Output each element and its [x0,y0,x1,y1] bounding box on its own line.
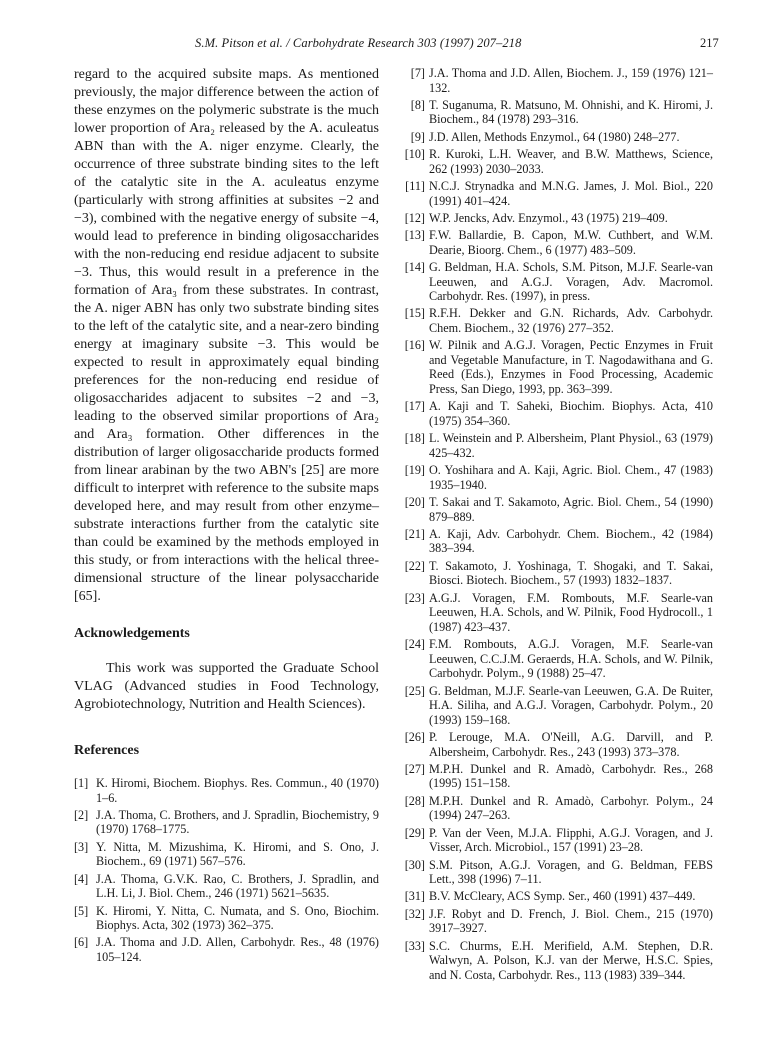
reference-item [397,495,713,524]
reference-item [397,130,713,145]
reference-number: [31] [404,889,425,904]
reference-text: K. Hiromi, Biochem. Biophys. Res. Commun., 40 (1970) 1–6. [96,776,379,805]
reference-item [397,98,713,127]
reference-number: [21] [404,526,425,541]
reference-text: Y. Nitta, M. Mizushima, K. Hiromi, and S. Ono, J. Biochem., 69 (1971) 567–576. [96,839,379,869]
reference-item [397,637,713,681]
reference-number: [12] [404,210,425,225]
reference-number: [9] [410,129,425,144]
reference-text: B.V. McCleary, ACS Symp. Ser., 460 (1991) 437–449. [429,889,696,904]
reference-number: [19] [404,463,425,478]
reference-text: J.F. Robyt and D. French, J. Biol. Chem., 215 (1970) 3917–3927. [429,906,713,936]
reference-item [397,338,713,396]
reference-item [397,260,713,304]
reference-number: [32] [404,906,425,921]
reference-item [74,904,379,933]
reference-text: T. Sakamoto, J. Yoshinaga, T. Shogaki, and T. Sakai, Biosci. Biotech. Biochem., 57 (1993) 1832–1837. [429,558,713,588]
reference-number: [14] [404,259,425,274]
reference-item [397,907,713,936]
reference-item [397,826,713,855]
reference-number: [8] [410,97,425,112]
reference-number: [6] [74,935,89,950]
reference-item [397,463,713,492]
reference-text: J.A. Thoma, G.V.K. Rao, C. Brothers, J. Spradlin, and L.H. Li, J. Biol. Chem., 246 (1971) 5621–5635. [96,871,379,901]
reference-text: R. Kuroki, L.H. Weaver, and B.W. Matthews, Science, 262 (1993) 2030–2033. [429,147,713,176]
reference-text: G. Beldman, H.A. Schols, S.M. Pitson, M.J.F. Searle-van Leeuwen, and A.G.J. Voragen, Adv. Macromol. Carbohydr. Res. (1997), in press. [429,259,713,304]
reference-number: [26] [404,730,425,744]
reference-number: [18] [404,431,425,446]
reference-item [397,559,713,588]
reference-item [397,939,713,983]
reference-text: M.P.H. Dunkel and R. Amadò, Carbohydr. Res., 268 (1995) 151–158. [429,761,713,791]
reference-number: [3] [74,839,89,854]
references-list-left [74,776,379,967]
reference-item [397,794,713,823]
reference-text: S.M. Pitson, A.G.J. Voragen, and G. Beldman, FEBS Lett., 398 (1996) 7–11. [429,857,713,887]
reference-item [397,889,713,904]
reference-text: N.C.J. Strynadka and M.N.G. James, J. Mol. Biol., 220 (1991) 401–424. [429,178,713,208]
reference-text: J.D. Allen, Methods Enzymol., 64 (1980) 248–277. [429,129,680,144]
reference-number: [15] [404,306,425,321]
reference-number: [27] [404,761,425,776]
reference-text: A. Kaji, Adv. Carbohydr. Chem. Biochem., 42 (1984) 383–394. [429,526,713,556]
references-list-right [397,66,713,985]
page-number: 217 [700,36,719,50]
acknowledgements-text: This work was supported the Graduate School VLAG (Advanced studies in Food Technology, Agrobiotechnology, Nutrition and Health Sciences). [74,661,379,712]
reference-text: W.P. Jencks, Adv. Enzymol., 43 (1975) 219–409. [429,210,668,225]
body-paragraph: regard to the acquired subsite maps. As mentioned previously, the major difference between the action of these enzymes on the polymeric substrate is the much lower proportion of Ara₂ released by the A. aculeatus ABN than with the A. niger enzyme. Clearly, the occurrence of three substrate binding sites to the left of the catalytic site in the A. aculeatus enzyme (particularly with strong affinities at subsites −2 and −3), combined with the negative energy of subsite −4, would lead to preference in binding oligosaccharides with the non-reducing end residue adjacent to subsite −3. Thus, this would result in a preference in the formation of Ara₃ from these substrates. In contrast, the A. niger ABN has only two substrate binding sites to the left of the catalytic site, and a near-zero binding energy at imaginary subsite −3. This would be expected to result in approximately equal binding preferences for the non-reducing end residue of oligosaccharides adjacent to subsites −2 and −3, leading to the observed similar proportions of Ara₂ and Ara₃ formation. Other differences in the distribution of larger oligosaccharide products formed from linear arabinan by the two ABN's [25] are more difficult to interpret with reference to the subsite maps developed here, and may result from other enzyme–substrate interactions further from the catalytic site than could be examined by the methods employed in this study, or from interactions with the helical three-dimensional structure of the linear polysaccharide [65]. [74,67,379,604]
reference-item [74,808,379,837]
reference-text: J.A. Thoma and J.D. Allen, Biochem. J., 159 (1976) 121–132. [429,66,713,95]
reference-text: F.M. Rombouts, A.G.J. Voragen, M.F. Searle-van Leeuwen, C.C.J.M. Geraerds, H.A. Schols, and W. Pilnik, Carbohydr. Polym., 9 (1988) 25–47. [429,637,713,681]
reference-text: G. Beldman, M.J.F. Searle-van Leeuwen, G.A. De Ruiter, H.A. Siliha, and A.G.J. Voragen, Carbohydr. Polym., 20 (1993) 159–168. [429,683,713,727]
reference-item [397,211,713,226]
reference-number: [16] [404,338,425,353]
reference-item [397,179,713,208]
reference-text: J.A. Thoma and J.D. Allen, Carbohydr. Res., 48 (1976) 105–124. [96,935,379,964]
references-heading: References [74,743,140,758]
reference-text: P. Van der Veen, M.J.A. Flipphi, A.G.J. Voragen, and J. Visser, Arch. Microbiol., 157 (1991) 23–28. [429,825,713,855]
reference-text: A.G.J. Voragen, F.M. Rombouts, M.F. Searle-van Leeuwen, H.A. Schols, and W. Pilnik, Food Hydrocoll., 1 (1987) 423–437. [429,590,713,634]
reference-item [397,762,713,791]
reference-number: [24] [404,637,425,652]
reference-number: [25] [404,683,425,698]
reference-text: R.F.H. Dekker and G.N. Richards, Adv. Carbohydr. Chem. Biochem., 32 (1976) 277–352. [429,306,713,335]
reference-number: [22] [404,558,425,573]
reference-text: T. Suganuma, R. Matsuno, M. Ohnishi, and K. Hiromi, J. Biochem., 84 (1978) 293–316. [429,97,713,127]
reference-item [397,527,713,556]
reference-number: [30] [404,857,425,872]
reference-item [397,858,713,887]
reference-item [397,66,713,95]
reference-item [74,872,379,901]
reference-number: [2] [74,807,89,822]
reference-text: L. Weinstein and P. Albersheim, Plant Physiol., 63 (1979) 425–432. [429,431,713,460]
reference-item [397,591,713,635]
running-head: S.M. Pitson et al. / Carbohydrate Research 303 (1997) 207–218 [195,36,522,50]
reference-text: M.P.H. Dunkel and R. Amadò, Carbohyr. Polym., 24 (1994) 247–263. [429,793,713,823]
reference-item [397,431,713,460]
reference-item [397,684,713,728]
reference-number: [7] [410,66,425,80]
reference-number: [29] [404,825,425,840]
reference-text: T. Sakai and T. Sakamoto, Agric. Biol. Chem., 54 (1990) 879–889. [429,494,713,524]
reference-number: [4] [74,871,89,886]
reference-number: [11] [405,178,425,193]
reference-item [74,776,379,805]
reference-text: F.W. Ballardie, B. Capon, M.W. Cuthbert, and W.M. Dearie, Bioorg. Chem., 6 (1977) 483–509. [429,228,713,257]
reference-item [397,730,713,759]
reference-item [397,306,713,335]
reference-text: P. Lerouge, M.A. O'Neill, A.G. Darvill, and P. Albersheim, Carbohydr. Res., 243 (1993) 373–378. [429,730,713,759]
reference-text: A. Kaji and T. Saheki, Biochim. Biophys. Acta, 410 (1975) 354–360. [429,399,713,428]
reference-number: [5] [74,903,89,918]
reference-number: [33] [404,938,425,953]
reference-number: [13] [404,228,425,243]
reference-text: S.C. Churms, E.H. Merifield, A.M. Stephen, D.R. Walwyn, A. Polson, K.J. van der Merwe, H.S.C. Spies, and N. Costa, Carbohydr. Res., 113 (1983) 339–344. [429,938,713,982]
reference-number: [28] [404,793,425,808]
reference-item [74,840,379,869]
reference-item [397,399,713,428]
reference-number: [10] [404,147,425,162]
reference-number: [17] [404,399,425,414]
reference-text: K. Hiromi, Y. Nitta, C. Numata, and S. Ono, Biochim. Biophys. Acta, 302 (1973) 362–375. [96,903,379,933]
reference-number: [20] [404,494,425,509]
left-column [74,66,379,606]
acknowledgements-heading: Acknowledgements [74,626,190,641]
reference-number: [1] [74,776,89,790]
reference-item [397,228,713,257]
reference-item [397,147,713,176]
reference-text: W. Pilnik and A.G.J. Voragen, Pectic Enzymes in Fruit and Vegetable Manufacture, in T. Nagodawithana and G. Reed (Eds.), Enzymes in Food Processing, Academic Press, San Diego, 1993, pp. 363–399. [429,338,713,397]
reference-number: [23] [404,590,425,605]
reference-text: J.A. Thoma, C. Brothers, and J. Spradlin, Biochemistry, 9 (1970) 1768–1775. [96,807,379,837]
reference-text: O. Yoshihara and A. Kaji, Agric. Biol. Chem., 47 (1983) 1935–1940. [429,463,713,492]
reference-item [74,935,379,964]
